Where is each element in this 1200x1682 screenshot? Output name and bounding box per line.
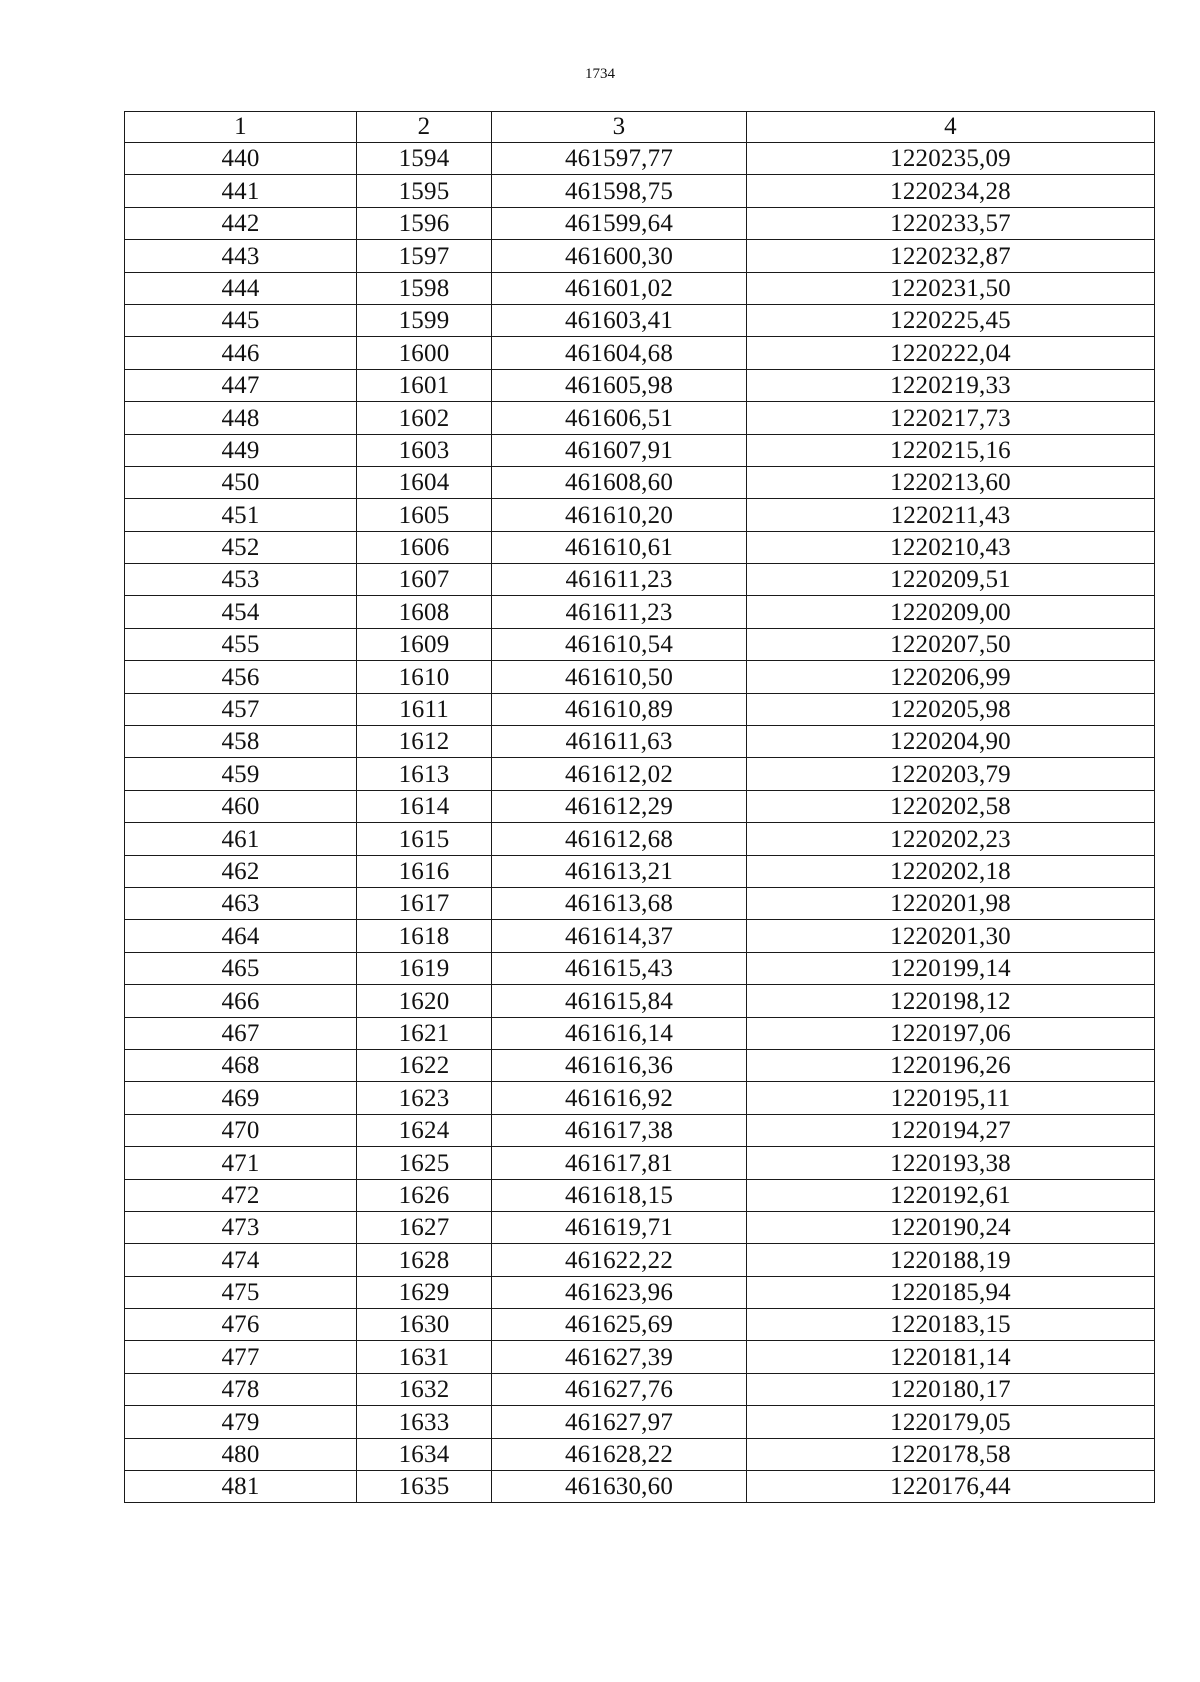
table-cell-col-2: 1610 (357, 661, 492, 693)
header-row (125, 112, 1155, 143)
table-cell-col-1: 464 (125, 920, 357, 952)
table-cell-col-1: 460 (125, 790, 357, 822)
table-cell-col-3: 461610,61 (492, 531, 747, 563)
table-cell-col-3: 461622,22 (492, 1244, 747, 1276)
table-cell-col-1: 451 (125, 499, 357, 531)
coordinates-table (124, 111, 1155, 1503)
table-cell-col-4: 1220197,06 (747, 1017, 1155, 1049)
table-row (125, 1211, 1155, 1243)
table-cell-col-1: 461 (125, 823, 357, 855)
table-cell-col-2: 1613 (357, 758, 492, 790)
table-cell-col-2: 1599 (357, 304, 492, 336)
table-cell-col-3: 461611,23 (492, 564, 747, 596)
table-row (125, 1471, 1155, 1503)
table-cell-col-2: 1623 (357, 1082, 492, 1114)
table-row (125, 369, 1155, 401)
table-cell-col-2: 1625 (357, 1147, 492, 1179)
table-cell-col-4: 1220215,16 (747, 434, 1155, 466)
table-cell-col-2: 1628 (357, 1244, 492, 1276)
table-cell-col-3: 461623,96 (492, 1276, 747, 1308)
table-body (125, 143, 1155, 1503)
table-row (125, 175, 1155, 207)
table-cell-col-3: 461608,60 (492, 466, 747, 498)
table-row (125, 434, 1155, 466)
table-header (125, 112, 1155, 143)
table-cell-col-1: 459 (125, 758, 357, 790)
table-row (125, 1147, 1155, 1179)
table-cell-col-1: 447 (125, 369, 357, 401)
table-cell-col-1: 472 (125, 1179, 357, 1211)
table-cell-col-4: 1220210,43 (747, 531, 1155, 563)
table-cell-col-2: 1620 (357, 985, 492, 1017)
table-cell-col-2: 1595 (357, 175, 492, 207)
table-cell-col-4: 1220207,50 (747, 628, 1155, 660)
table-cell-col-2: 1621 (357, 1017, 492, 1049)
table-row (125, 887, 1155, 919)
table-cell-col-4: 1220211,43 (747, 499, 1155, 531)
table-cell-col-3: 461616,36 (492, 1049, 747, 1081)
table-row (125, 726, 1155, 758)
table-cell-col-4: 1220202,23 (747, 823, 1155, 855)
table-row (125, 661, 1155, 693)
table-cell-col-1: 465 (125, 952, 357, 984)
table-cell-col-2: 1614 (357, 790, 492, 822)
table-cell-col-3: 461611,63 (492, 726, 747, 758)
table-cell-col-4: 1220217,73 (747, 402, 1155, 434)
table-cell-col-1: 457 (125, 693, 357, 725)
table-row (125, 758, 1155, 790)
column-header-4: 4 (747, 112, 1155, 143)
table-cell-col-3: 461600,30 (492, 240, 747, 272)
table-cell-col-1: 462 (125, 855, 357, 887)
page-number: 1734 (585, 66, 615, 82)
table-cell-col-4: 1220202,18 (747, 855, 1155, 887)
table-cell-col-4: 1220194,27 (747, 1114, 1155, 1146)
table-cell-col-2: 1629 (357, 1276, 492, 1308)
table-cell-col-1: 449 (125, 434, 357, 466)
table-row (125, 240, 1155, 272)
table-cell-col-1: 475 (125, 1276, 357, 1308)
table-cell-col-1: 467 (125, 1017, 357, 1049)
table-cell-col-3: 461630,60 (492, 1471, 747, 1503)
table-cell-col-2: 1600 (357, 337, 492, 369)
table-cell-col-4: 1220235,09 (747, 143, 1155, 175)
table-cell-col-4: 1220231,50 (747, 272, 1155, 304)
table-cell-col-4: 1220202,58 (747, 790, 1155, 822)
table-row (125, 1373, 1155, 1405)
table-cell-col-1: 453 (125, 564, 357, 596)
table-cell-col-1: 444 (125, 272, 357, 304)
table-cell-col-1: 468 (125, 1049, 357, 1081)
table-cell-col-1: 469 (125, 1082, 357, 1114)
table-row (125, 596, 1155, 628)
table-row (125, 531, 1155, 563)
table-row (125, 337, 1155, 369)
table-cell-col-4: 1220198,12 (747, 985, 1155, 1017)
table-cell-col-1: 480 (125, 1438, 357, 1470)
table-row (125, 693, 1155, 725)
table-row (125, 1438, 1155, 1470)
table-row (125, 499, 1155, 531)
table-cell-col-2: 1598 (357, 272, 492, 304)
table-cell-col-2: 1617 (357, 887, 492, 919)
table-cell-col-1: 463 (125, 887, 357, 919)
table-cell-col-1: 445 (125, 304, 357, 336)
table-cell-col-1: 476 (125, 1309, 357, 1341)
table-cell-col-3: 461599,64 (492, 207, 747, 239)
table-cell-col-3: 461613,68 (492, 887, 747, 919)
table-cell-col-1: 450 (125, 466, 357, 498)
table-cell-col-3: 461617,81 (492, 1147, 747, 1179)
table-cell-col-3: 461618,15 (492, 1179, 747, 1211)
table-cell-col-2: 1596 (357, 207, 492, 239)
table-cell-col-2: 1609 (357, 628, 492, 660)
table-cell-col-4: 1220195,11 (747, 1082, 1155, 1114)
table-cell-col-2: 1634 (357, 1438, 492, 1470)
table-cell-col-1: 481 (125, 1471, 357, 1503)
table-cell-col-3: 461616,14 (492, 1017, 747, 1049)
table-row (125, 1114, 1155, 1146)
table-row (125, 823, 1155, 855)
table-cell-col-2: 1615 (357, 823, 492, 855)
table-cell-col-1: 448 (125, 402, 357, 434)
table-cell-col-2: 1618 (357, 920, 492, 952)
table-cell-col-2: 1626 (357, 1179, 492, 1211)
table-cell-col-3: 461628,22 (492, 1438, 747, 1470)
table-row (125, 1244, 1155, 1276)
table-cell-col-3: 461627,76 (492, 1373, 747, 1405)
table-cell-col-2: 1611 (357, 693, 492, 725)
table-cell-col-1: 441 (125, 175, 357, 207)
table-cell-col-4: 1220193,38 (747, 1147, 1155, 1179)
table-cell-col-3: 461612,02 (492, 758, 747, 790)
table-cell-col-4: 1220178,58 (747, 1438, 1155, 1470)
table-cell-col-4: 1220199,14 (747, 952, 1155, 984)
table-cell-col-1: 452 (125, 531, 357, 563)
table-cell-col-4: 1220192,61 (747, 1179, 1155, 1211)
table-cell-col-2: 1632 (357, 1373, 492, 1405)
table-cell-col-4: 1220180,17 (747, 1373, 1155, 1405)
table-cell-col-3: 461606,51 (492, 402, 747, 434)
table-cell-col-1: 442 (125, 207, 357, 239)
table-cell-col-3: 461604,68 (492, 337, 747, 369)
table-cell-col-4: 1220219,33 (747, 369, 1155, 401)
table-cell-col-2: 1603 (357, 434, 492, 466)
table-cell-col-3: 461615,43 (492, 952, 747, 984)
table-cell-col-3: 461597,77 (492, 143, 747, 175)
table-cell-col-2: 1612 (357, 726, 492, 758)
table-cell-col-3: 461611,23 (492, 596, 747, 628)
table-cell-col-1: 477 (125, 1341, 357, 1373)
table-cell-col-2: 1627 (357, 1211, 492, 1243)
table-cell-col-4: 1220232,87 (747, 240, 1155, 272)
table-cell-col-1: 443 (125, 240, 357, 272)
table-row (125, 952, 1155, 984)
table-row (125, 207, 1155, 239)
table-row (125, 402, 1155, 434)
table-cell-col-1: 466 (125, 985, 357, 1017)
table-cell-col-1: 470 (125, 1114, 357, 1146)
table-cell-col-4: 1220204,90 (747, 726, 1155, 758)
table-cell-col-4: 1220234,28 (747, 175, 1155, 207)
table-cell-col-4: 1220188,19 (747, 1244, 1155, 1276)
table-cell-col-3: 461613,21 (492, 855, 747, 887)
table-cell-col-3: 461610,20 (492, 499, 747, 531)
table-cell-col-3: 461617,38 (492, 1114, 747, 1146)
table-cell-col-4: 1220196,26 (747, 1049, 1155, 1081)
table-cell-col-2: 1608 (357, 596, 492, 628)
table-cell-col-3: 461605,98 (492, 369, 747, 401)
table-cell-col-2: 1607 (357, 564, 492, 596)
table-cell-col-3: 461612,29 (492, 790, 747, 822)
table-row (125, 855, 1155, 887)
table-cell-col-1: 458 (125, 726, 357, 758)
table-cell-col-2: 1597 (357, 240, 492, 272)
table-cell-col-2: 1605 (357, 499, 492, 531)
table-cell-col-2: 1602 (357, 402, 492, 434)
table-cell-col-3: 461616,92 (492, 1082, 747, 1114)
table-cell-col-4: 1220233,57 (747, 207, 1155, 239)
table-cell-col-3: 461601,02 (492, 272, 747, 304)
table-cell-col-2: 1616 (357, 855, 492, 887)
table-cell-col-4: 1220176,44 (747, 1471, 1155, 1503)
table-row (125, 920, 1155, 952)
table-cell-col-3: 461612,68 (492, 823, 747, 855)
table-row (125, 143, 1155, 175)
table-cell-col-4: 1220183,15 (747, 1309, 1155, 1341)
table-cell-col-4: 1220181,14 (747, 1341, 1155, 1373)
table-cell-col-2: 1635 (357, 1471, 492, 1503)
table-cell-col-1: 478 (125, 1373, 357, 1405)
table-cell-col-3: 461607,91 (492, 434, 747, 466)
table-cell-col-1: 455 (125, 628, 357, 660)
table-row (125, 1179, 1155, 1211)
table-cell-col-2: 1630 (357, 1309, 492, 1341)
table-row (125, 1406, 1155, 1438)
column-header-2: 2 (357, 112, 492, 143)
table-cell-col-4: 1220201,30 (747, 920, 1155, 952)
table-cell-col-3: 461615,84 (492, 985, 747, 1017)
table-row (125, 985, 1155, 1017)
column-header-3: 3 (492, 112, 747, 143)
table-cell-col-2: 1606 (357, 531, 492, 563)
table-cell-col-1: 471 (125, 1147, 357, 1179)
table-row (125, 1049, 1155, 1081)
table-cell-col-3: 461610,89 (492, 693, 747, 725)
table-cell-col-3: 461610,54 (492, 628, 747, 660)
table-row (125, 1341, 1155, 1373)
table-cell-col-4: 1220203,79 (747, 758, 1155, 790)
table-cell-col-4: 1220201,98 (747, 887, 1155, 919)
table-row (125, 1017, 1155, 1049)
table-cell-col-3: 461619,71 (492, 1211, 747, 1243)
table-row (125, 466, 1155, 498)
table-cell-col-2: 1601 (357, 369, 492, 401)
column-header-1: 1 (125, 112, 357, 143)
table-row (125, 628, 1155, 660)
table-cell-col-4: 1220225,45 (747, 304, 1155, 336)
table-row (125, 272, 1155, 304)
table-cell-col-4: 1220206,99 (747, 661, 1155, 693)
table-cell-col-1: 479 (125, 1406, 357, 1438)
table-cell-col-1: 474 (125, 1244, 357, 1276)
table-cell-col-3: 461625,69 (492, 1309, 747, 1341)
table-cell-col-2: 1604 (357, 466, 492, 498)
table-cell-col-4: 1220209,51 (747, 564, 1155, 596)
table-cell-col-1: 454 (125, 596, 357, 628)
table-row (125, 1276, 1155, 1308)
table-row (125, 1309, 1155, 1341)
table-cell-col-3: 461603,41 (492, 304, 747, 336)
table-cell-col-3: 461627,39 (492, 1341, 747, 1373)
table-row (125, 1082, 1155, 1114)
table-cell-col-4: 1220222,04 (747, 337, 1155, 369)
table-cell-col-3: 461598,75 (492, 175, 747, 207)
table-cell-col-2: 1624 (357, 1114, 492, 1146)
table-cell-col-4: 1220213,60 (747, 466, 1155, 498)
table-row (125, 564, 1155, 596)
table-cell-col-3: 461627,97 (492, 1406, 747, 1438)
table-row (125, 790, 1155, 822)
table-cell-col-1: 440 (125, 143, 357, 175)
table-cell-col-4: 1220205,98 (747, 693, 1155, 725)
table-cell-col-2: 1631 (357, 1341, 492, 1373)
table-cell-col-1: 446 (125, 337, 357, 369)
table-cell-col-2: 1594 (357, 143, 492, 175)
table-cell-col-3: 461610,50 (492, 661, 747, 693)
table-cell-col-1: 473 (125, 1211, 357, 1243)
table-cell-col-2: 1619 (357, 952, 492, 984)
table-cell-col-4: 1220185,94 (747, 1276, 1155, 1308)
table-cell-col-2: 1633 (357, 1406, 492, 1438)
table-cell-col-4: 1220209,00 (747, 596, 1155, 628)
table-cell-col-4: 1220190,24 (747, 1211, 1155, 1243)
table-cell-col-1: 456 (125, 661, 357, 693)
table-row (125, 304, 1155, 336)
table-cell-col-2: 1622 (357, 1049, 492, 1081)
table-cell-col-4: 1220179,05 (747, 1406, 1155, 1438)
table-cell-col-3: 461614,37 (492, 920, 747, 952)
